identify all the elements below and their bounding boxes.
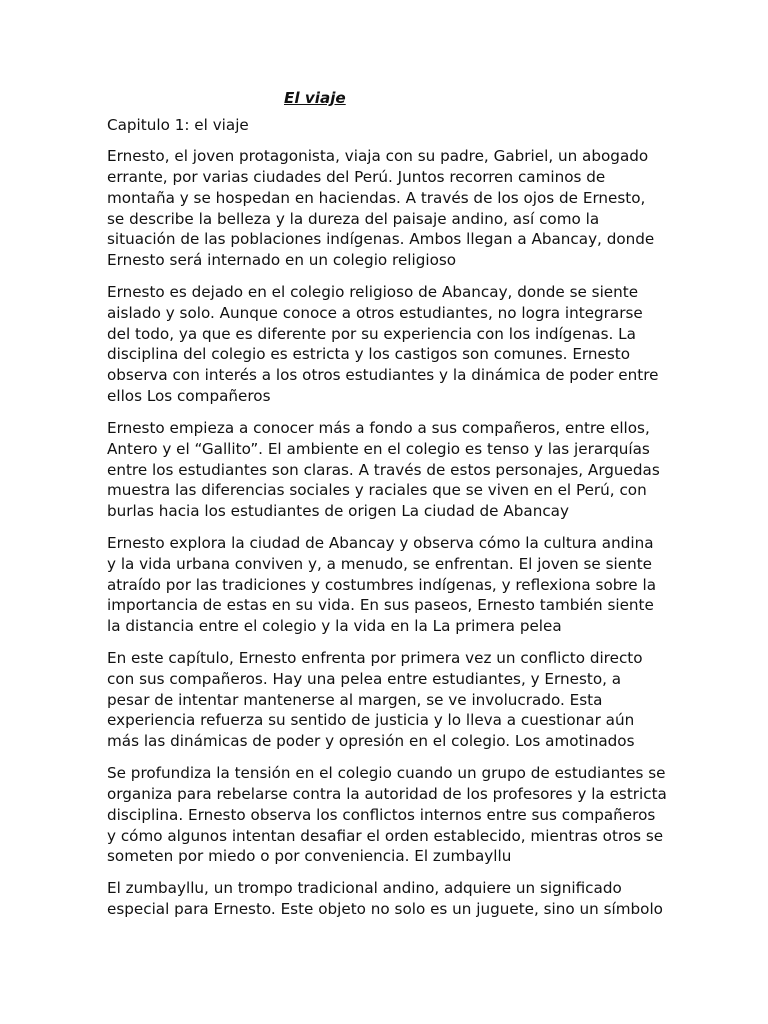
paragraph-abancay-city: Ernesto explora la ciudad de Abancay y observa cómo la cultura andina y la vida urbana conviven y, a menudo, se enfrentan. El joven se siente atraído por las tradiciones y costumbres indígenas, y reflexiona sobre la importancia de estas en su vida. En sus paseos, Ernesto también siente la distancia entre el colegio y la vida en la La primera pelea: [107, 533, 656, 636]
document-body: [107, 88, 667, 930]
paragraph-school-arrival: Ernesto es dejado en el colegio religioso de Abancay, donde se siente aislado y solo. Aunque conoce a otros estudiantes, no logra integrarse del todo, ya que es diferente por su experiencia con los indígenas. La disciplina del colegio es estricta y los castigos son comunes. Ernesto observa con interés a los otros estudiantes y la dinámica de poder entre ellos Los compañeros: [107, 282, 659, 406]
paragraph-zumbayllu: El zumbayllu, un trompo tradicional andino, adquiere un significado especial para Ernesto. Este objeto no solo es un juguete, sino un símbolo: [107, 878, 663, 918]
document-title: El viaje: [284, 89, 346, 107]
chapter-heading: Capitulo 1: el viaje: [107, 115, 249, 134]
paragraph-mutineers: Se profundiza la tensión en el colegio cuando un grupo de estudiantes se organiza para rebelarse contra la autoridad de los profesores y la estricta disciplina. Ernesto observa los conflictos internos entre sus compañeros y cómo algunos intentan desafiar el orden establecido, mientras otros se someten por miedo o por conveniencia. El zumbayllu: [107, 763, 667, 866]
paragraph-travel: Ernesto, el joven protagonista, viaja con su padre, Gabriel, un abogado errante, por varias ciudades del Perú. Juntos recorren caminos de montaña y se hospedan en haciendas. A través de los ojos de Ernesto, se describe la belleza y la dureza del paisaje andino, así como la situación de las poblaciones indígenas. Ambos llegan a Abancay, donde Ernesto será internado en un colegio religioso: [107, 146, 655, 270]
paragraph-first-fight: En este capítulo, Ernesto enfrenta por primera vez un conflicto directo con sus compañeros. Hay una pelea entre estudiantes, y Ernesto, a pesar de intentar mantenerse al margen, se ve involucrado. Esta experiencia refuerza su sentido de justicia y lo lleva a cuestionar aún más las dinámicas de poder y opresión en el colegio. Los amotinados: [107, 648, 643, 751]
paragraph-classmates: Ernesto empieza a conocer más a fondo a sus compañeros, entre ellos, Antero y el “Gallito”. El ambiente en el colegio es tenso y las jerarquías entre los estudiantes son claras. A través de estos personajes, Arguedas muestra las diferencias sociales y raciales que se viven en el Perú, con burlas hacia los estudiantes de origen La ciudad de Abancay: [107, 418, 660, 521]
